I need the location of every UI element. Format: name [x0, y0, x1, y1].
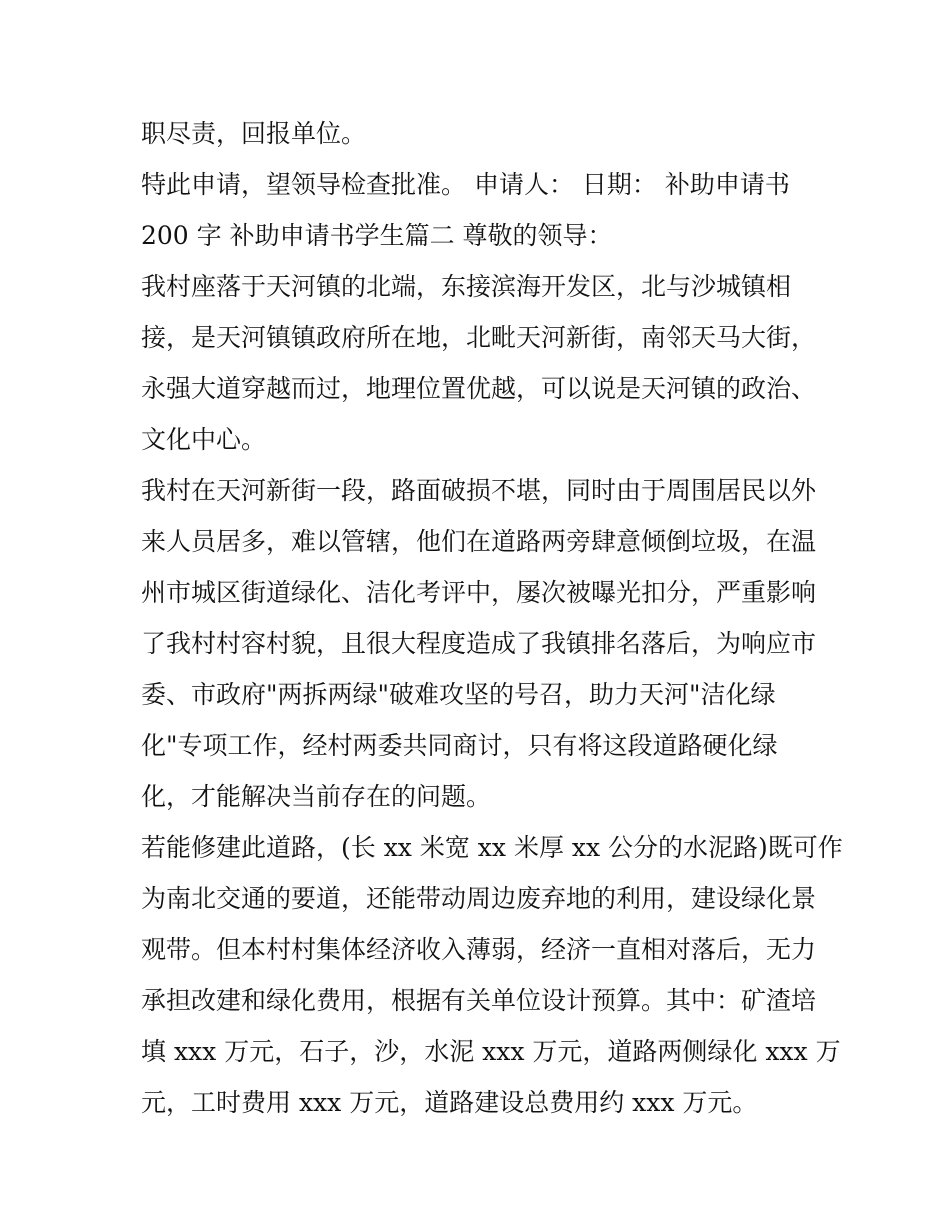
text-line: 我村在天河新街一段，路面破损不堪，同时由于周围居民以外: [141, 476, 817, 505]
text-line: 委、市政府"两拆两绿"破难攻坚的号召，助力天河"洁化绿: [141, 680, 776, 709]
text-line: 特此申请，望领导检查批准。 申请人： 日期： 补助申请书: [141, 170, 790, 199]
text-line: 我村座落于天河镇的北端，东接滨海开发区，北与沙城镇相: [141, 272, 792, 301]
text-line: 化，才能解决当前存在的问题。: [141, 782, 492, 811]
document-body: [141, 108, 843, 1128]
text-line: 来人员居多，难以管辖，他们在道路两旁肆意倾倒垃圾，在温: [141, 527, 817, 556]
text-line: 200 字 补助申请书学生篇二 尊敬的领导：: [141, 221, 613, 250]
text-line: 承担改建和绿化费用，根据有关单位设计预算。其中：矿渣培: [141, 986, 817, 1015]
text-line: 元，工时费用 xxx 万元，道路建设总费用约 xxx 万元。: [141, 1088, 758, 1117]
text-line: 永强大道穿越而过，地理位置优越，可以说是天河镇的政治、: [141, 374, 817, 403]
text-line: 文化中心。: [141, 425, 267, 454]
text-line: 观带。但本村村集体经济收入薄弱，经济一直相对落后，无力: [141, 935, 817, 964]
text-line: 为南北交通的要道，还能带动周边废弃地的利用，建设绿化景: [141, 884, 817, 913]
text-line: 若能修建此道路，(长 xx 米宽 xx 米厚 xx 公分的水泥路)既可作: [141, 833, 843, 862]
text-line: 化"专项工作，经村两委共同商讨，只有将这段道路硬化绿: [141, 731, 778, 760]
text-line: 职尽责，回报单位。: [141, 119, 367, 148]
text-line: 州市城区街道绿化、洁化考评中，屡次被曝光扣分，严重影响: [141, 578, 817, 607]
text-line: 了我村村容村貌，且很大程度造成了我镇排名落后，为响应市: [141, 629, 817, 658]
text-line: 接，是天河镇镇政府所在地，北毗天河新街，南邻天马大街，: [141, 323, 817, 352]
text-line: 填 xxx 万元，石子，沙，水泥 xxx 万元，道路两侧绿化 xxx 万: [141, 1037, 841, 1066]
